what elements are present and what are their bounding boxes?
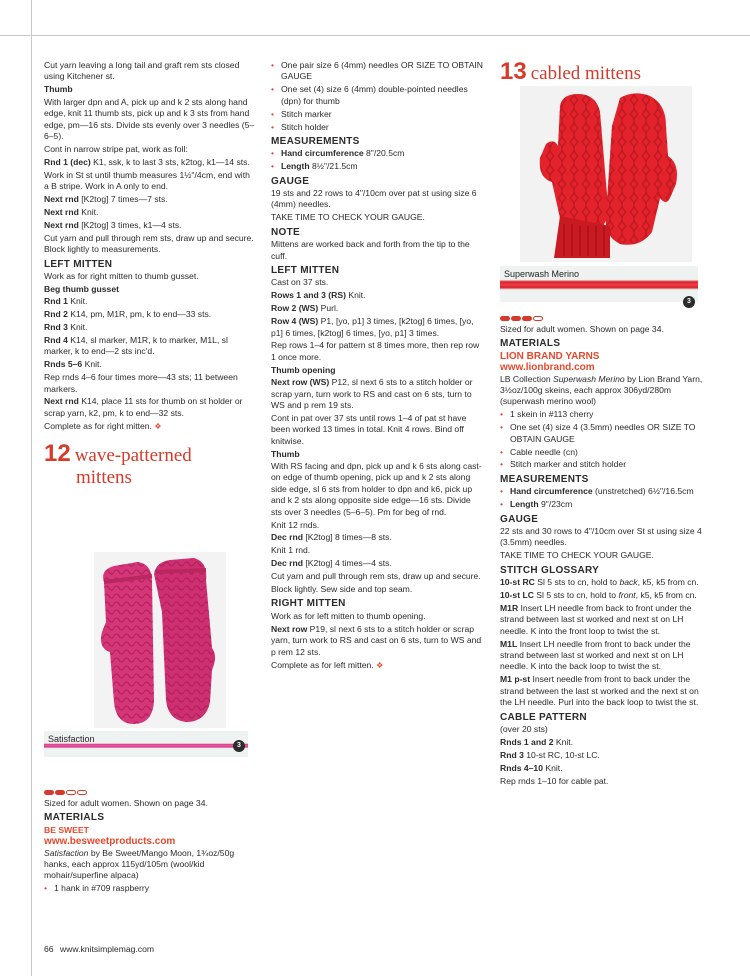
top-rule [0,35,750,36]
end-mark-icon: ❖ [376,660,384,670]
complete-text: Complete as for left mitten. ❖ [271,659,384,670]
material-item: • One set (4) size 4 (3.5mm) needles OR SIZE TO OBTAIN GAUGE [500,422,710,445]
measurement-item: • Hand circumference 8"/20.5cm [271,148,483,159]
right-mitten-text: Work as for left mitten to thumb opening. [271,610,426,621]
knit-rounds-text: Knit 12 rnds. [271,519,320,530]
repeat-text: Rep rows 1–4 for pattern st 8 times more, then rep row 1 once more. [271,340,480,362]
brand-name: BE SWEET [44,824,89,835]
instruction: Rnds 1 and 2 Knit. [500,736,574,747]
yarn-weight-badge: 3 [683,296,695,308]
materials-heading: MATERIALS [44,812,105,824]
instruction: Rnds 5–6 Knit. [44,359,102,370]
intro-text: Cut yarn leaving a long tail and graft rem sts closed using Kitchener st. [44,60,240,82]
instruction: Next rnd [K2tog] 7 times—7 sts. [44,193,168,204]
yarn-description: LB Collection Superwash Merino by Lion Brand Yarn, 3½oz/100g skeins, each approx 306yd/280m (superwash merino wool) [500,373,703,407]
sized-text: Sized for adult women. Shown on page 34. [44,798,208,808]
instruction: Next rnd [K2tog] 3 times, k1—4 sts. [44,219,182,230]
yarn-description: Satisfaction by Be Sweet/Mango Moon, 1¾oz/50g hanks, each approx 115yd/105m (wool/kid mohair/superfine alpaca) [44,847,235,881]
gauge-check: TAKE TIME TO CHECK YOUR GAUGE. [271,212,425,223]
gauge-check: TAKE TIME TO CHECK YOUR GAUGE. [500,550,654,561]
project-12-details [44,784,256,897]
material-item: • 1 hank in #709 raspberry [44,883,256,894]
yarn-weight-badge: 3 [233,740,245,752]
yarn-strip-superwash-merino [500,266,698,305]
instruction: Next rnd K14, place 11 sts for thumb on st holder or scrap yarn, k2, pm, k to end—32 sts. [44,396,243,418]
note-text: Mittens are worked back and forth from the tip to the cuff. [271,239,470,261]
material-item: • 1 skein in #113 cherry [500,409,710,420]
block-text: Block lightly. Sew side and top seam. [271,584,413,595]
instruction: Rnd 3 10-st RC, 10-st LC. [500,749,600,760]
glossary-item: 10-st LC Sl 5 sts to cn, hold to front, k5, k5 from cn. [500,590,697,601]
glossary-item: M1L Insert LH needle from front to back under the strand between last st worked and next st on LH needle. K into the back loop to twist the st. [500,638,691,672]
cast-on-text: Cast on 37 sts. [271,277,329,288]
instruction: Rows 1 and 3 (RS) Knit. [271,290,366,301]
material-item: • Cable needle (cn) [500,447,710,458]
materials-heading: MATERIALS [500,338,561,350]
right-mitten-heading: RIGHT MITTEN [271,598,346,610]
instruction: Next row P19, sl next 6 sts to a stitch holder or scrap yarn, turn work to RS and cast on 6 sts, turn to WS and p rem 12 sts. [271,623,482,657]
column-1 [44,60,256,490]
brand-url[interactable]: www.besweetproducts.com [44,836,176,848]
gauge-heading: GAUGE [500,513,539,525]
gauge-text: 19 sts and 22 rows to 4"/10cm over pat st using size 6 (4mm) needles. [271,188,477,210]
red-mittens-photo [520,86,692,262]
material-item: • One pair size 6 (4mm) needles OR SIZE TO OBTAIN GAUGE [271,60,483,83]
material-item: • Stitch marker [271,109,483,120]
project-12-title: 12 wave-patterned mittens [44,440,192,489]
skill-level-indicator [44,790,256,795]
measurement-item: • Length 8½"/21.5cm [271,161,483,172]
instruction: Dec rnd [K2tog] 8 times—8 sts. [271,532,392,543]
instruction: Next rnd Knit. [44,206,99,217]
continue-text: Cont in pat over 37 sts until rows 1–4 of pat st have been worked 13 times in total. Knit 4 rows. Bind off knitwise. [271,412,467,446]
work-text: Work in St st until thumb measures 1½"/4cm, end with a B stripe. Work in A only to end. [44,169,250,192]
instruction: Rnd 2 K14, pm, M1R, pm, k to end—33 sts. [44,309,212,320]
end-mark-icon: ❖ [154,421,162,431]
left-mitten-heading: LEFT MITTEN [44,258,113,270]
measurements-heading: MEASUREMENTS [271,135,360,147]
thumb-text: With larger dpn and A, pick up and k 2 sts along hand edge, knit 11 thumb sts, pick up and k 3 sts from hand edge, pm—16 sts. Divide sts evenly over 3 needles (5–6–5). [44,96,255,141]
cable-pattern-heading: CABLE PATTERN [500,711,587,723]
gusset-heading: Beg thumb gusset [44,283,119,294]
column-2 [271,60,483,672]
cut-text: Cut yarn and pull through rem sts, draw up and secure. [271,571,481,582]
skill-level-indicator [500,316,710,321]
left-margin-rule [31,0,32,976]
instruction: Rnds 4–10 Knit. [500,762,563,773]
thumb-heading: Thumb [271,448,300,459]
page-footer [44,944,154,954]
column-3 [500,314,710,789]
note-heading: NOTE [271,226,300,238]
measurements-heading: MEASUREMENTS [500,473,589,485]
brand-name: LION BRAND YARNS [500,350,600,362]
gauge-heading: GAUGE [271,175,310,187]
instruction: Row 4 (WS) P1, [yo, p1] 3 times, [k2tog] 6 times, [yo, p1] 6 times, [k2tog] 6 times, [yo, p1] 3 times. [271,316,474,338]
instruction: Rnd 1 Knit. [44,296,88,307]
cut-text: Cut yarn and pull through rem sts, draw up and secure. Block lightly to measurements. [44,232,254,255]
instruction: Dec rnd [K2tog] 4 times—4 sts. [271,558,392,569]
material-item: • Stitch marker and stitch holder [500,459,710,470]
yarn-label: Satisfaction [48,734,95,744]
instruction: Next row (WS) P12, sl next 6 sts to a stitch holder or scrap yarn, turn work to RS and cast on 6 sts, turn to WS and p rem 19 sts. [271,377,473,410]
yarn-strip-satisfaction [44,731,248,757]
thumb-heading: Thumb [44,84,73,95]
gauge-text: 22 sts and 30 rows to 4"/10cm over St st using size 4 (3.5mm) needles. [500,526,702,548]
measurement-item: • Hand circumference (unstretched) 6½"/16.5cm [500,486,710,497]
glossary-item: M1 p-st Insert needle from front to back under the strand between the last st worked and the next st on the LH needle. Purl into the back loop to twist the st. [500,674,699,708]
instruction: Row 2 (WS) Purl. [271,303,339,314]
left-mitten-heading: LEFT MITTEN [271,265,340,276]
instruction: Rnd 4 K14, sl marker, M1R, k to marker, M1L, sl marker, k to end—2 sts inc'd. [44,334,228,357]
repeat-text: Rep rnds 4–6 four times more—43 sts; 11 between markers. [44,372,238,394]
instruction: Rnd 3 Knit. [44,322,88,333]
project-13-title: 13 cabled mittens [500,58,641,85]
brand-url[interactable]: www.lionbrand.com [500,362,595,374]
material-item: • Stitch holder [271,122,483,133]
left-mitten-text: Work as for right mitten to thumb gusset. [44,270,199,281]
repeat-text: Rep rnds 1–10 for cable pat. [500,775,609,786]
glossary-item: M1R Insert LH needle from back to front under the strand between last st worked and next st on LH needle. K into the front loop to twist the st. [500,602,692,636]
thumb-text: With RS facing and dpn, pick up and k 6 sts along cast-on edge of thumb opening, pick up and k 2 sts along side edge, sl 6 sts from holder to dpn and k6, pick up and k 2 sts along opposite side edge—16 sts. Divide sts over 3 needles (5–6–5). Pm for beg of rnd. [271,461,482,517]
glossary-item: 10-st RC Sl 5 sts to cn, hold to back, k5, k5 from cn. [500,577,699,588]
material-item: • One set (4) size 6 (4mm) double-pointed needles (dpn) for thumb [271,84,483,107]
knit-round-text: Knit 1 rnd. [271,545,311,556]
sized-text: Sized for adult women. Shown on page 34. [500,324,664,334]
measurement-item: • Length 9"/23cm [500,499,710,510]
stripe-text: Cont in narrow stripe pat, work as foll: [44,143,188,154]
page-number: 66 [44,944,54,954]
thumb-opening-heading: Thumb opening [271,364,336,375]
footer-url[interactable]: www.knitsimplemag.com [59,944,155,954]
stitch-glossary-heading: STITCH GLOSSARY [500,564,600,576]
pink-mittens-photo [94,552,226,728]
instruction: Rnd 1 (dec) K1, ssk, k to last 3 sts, k2tog, k1—14 sts. [44,156,250,167]
yarn-label: Superwash Merino [504,269,580,279]
complete-text: Complete as for right mitten. ❖ [44,420,162,431]
cable-over-text: (over 20 sts) [500,724,548,734]
